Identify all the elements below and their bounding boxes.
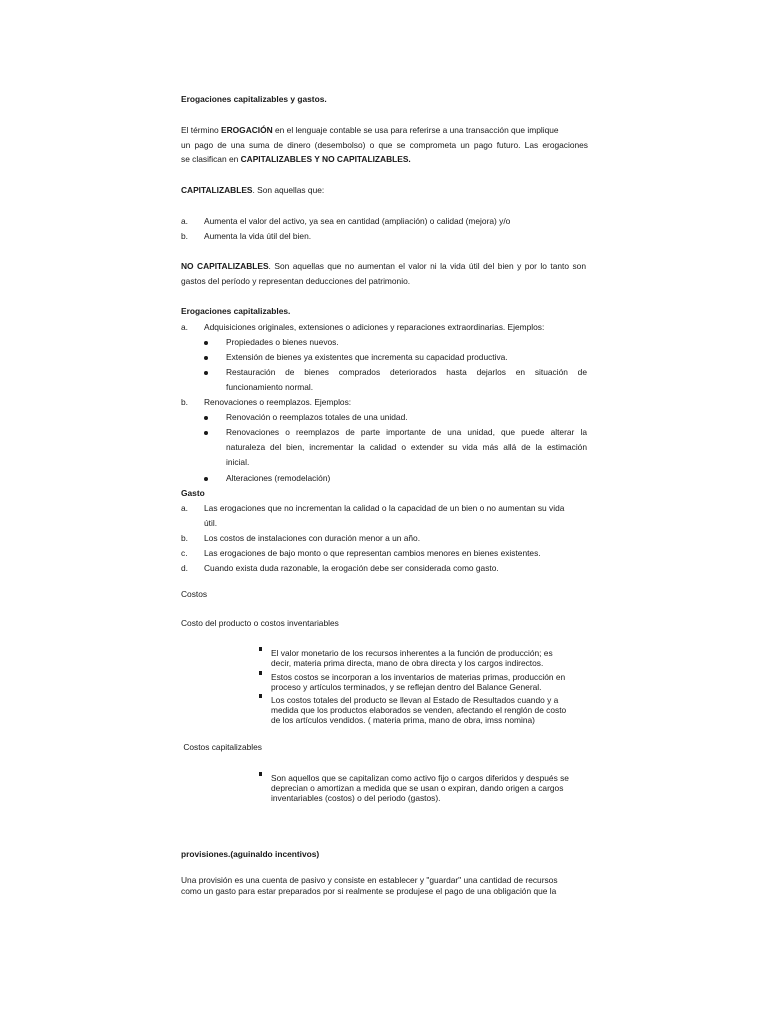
list-item: Aumenta el valor del activo, ya sea en cantidad (ampliación) o calidad (mejora) y/o (204, 216, 511, 226)
intro-text: en el lenguaje contable se usa para referirse a una transacción que implique (272, 125, 559, 135)
capitalizables-heading (181, 185, 324, 196)
bullet-item-continued: inicial. (226, 457, 250, 467)
list-marker: a. (181, 503, 188, 513)
list-marker: c. (181, 548, 188, 558)
capitalizables-text: . Son aquellas que: (252, 185, 325, 195)
bullet-item: Restauración de bienes comprados deteriorados hasta dejarlos en situación de (226, 367, 587, 377)
list-item-continued: útil. (204, 518, 218, 528)
list-marker: b. (181, 533, 188, 543)
list-item: Los costos de instalaciones con duración menor a un año. (204, 533, 421, 543)
list-marker: d. (181, 563, 188, 573)
square-bullet-icon (259, 694, 262, 698)
intro-line: un pago de una suma de dinero (desembolso) o que se comprometa un pago futuro. Las erogaciones (181, 140, 588, 150)
costo-bullet-line: El valor monetario de los recursos inherentes a la función de producción; es (271, 648, 553, 658)
no-capitalizables-line (181, 261, 586, 272)
bullet-item: Propiedades o bienes nuevos. (226, 337, 339, 347)
list-item: Aumenta la vida útil del bien. (204, 231, 312, 241)
costos-heading: Costos (181, 589, 208, 599)
capitalizables-label: CAPITALIZABLES (181, 185, 253, 195)
costos-cap-line: deprecian o amortizan a medida que se usan o expiran, dando origen a cargos (271, 783, 564, 793)
intro-classes: CAPITALIZABLES Y NO CAPITALIZABLES. (240, 154, 411, 164)
costos-cap-line: inventariables (costos) o del periodo (gastos). (271, 793, 441, 803)
square-bullet-icon (259, 647, 262, 651)
list-marker: a. (181, 322, 188, 332)
provisiones-title: provisiones.(aguinaldo incentivos) (181, 849, 320, 859)
list-marker: a. (181, 216, 188, 226)
costo-bullet-line: Los costos totales del producto se llevan al Estado de Resultados cuando y a (271, 695, 559, 705)
list-item: Las erogaciones de bajo monto o que representan cambios menores en bienes existentes. (204, 548, 541, 558)
bullet-dot-icon (204, 431, 208, 435)
section-title-erogaciones: Erogaciones capitalizables y gastos. (181, 94, 327, 104)
costos-capitalizables-heading: Costos capitalizables (181, 742, 262, 752)
no-capitalizables-text: . Son aquellas que no aumentan el valor ni la vida útil del bien y por lo tanto son (268, 261, 586, 271)
list-item: Las erogaciones que no incrementan la calidad o la capacidad de un bien o no aumentan su vida (204, 503, 565, 513)
bullet-dot-icon (204, 477, 208, 481)
provisiones-line: como un gasto para estar preparados por si realmente se produjese el pago de una obligación que la (181, 886, 557, 896)
list-item: Renovaciones o reemplazos. Ejemplos: (204, 397, 352, 407)
bullet-item: Renovación o reemplazos totales de una unidad. (226, 412, 408, 422)
costo-bullet-line: Estos costos se incorporan a los inventarios de materias primas, producción en (271, 672, 566, 682)
bullet-item: Extensión de bienes ya existentes que incrementa su capacidad productiva. (226, 352, 508, 362)
bullet-dot-icon (204, 341, 208, 345)
bullet-dot-icon (204, 416, 208, 420)
gasto-title: Gasto (181, 488, 205, 498)
bullet-item-continued: funcionamiento normal. (226, 382, 314, 392)
list-item: Cuando exista duda razonable, la erogación debe ser considerada como gasto. (204, 563, 499, 573)
costo-bullet-line: de los artículos vendidos. ( materia prima, mano de obra, imss nomina) (271, 715, 535, 725)
costos-cap-line: Son aquellos que se capitalizan como activo fijo o cargos diferidos y después se (271, 773, 569, 783)
erogaciones-capitalizables-title: Erogaciones capitalizables. (181, 306, 291, 316)
bullet-item: Alteraciones (remodelación) (226, 473, 331, 483)
costo-bullet-line: medida que los productos elaborados se venden, afectando el renglón de costo (271, 705, 567, 715)
costo-bullet-line: decir, materia prima directa, mano de obra directa y los cargos indirectos. (271, 658, 544, 668)
list-marker: b. (181, 397, 188, 407)
provisiones-line: Una provisión es una cuenta de pasivo y consiste en establecer y "guardar" una cantidad de recursos (181, 875, 558, 885)
bullet-dot-icon (204, 356, 208, 360)
no-capitalizables-label: NO CAPITALIZABLES (181, 261, 269, 271)
intro-text: se clasifican en (181, 154, 241, 164)
bullet-item: Renovaciones o reemplazos de parte importante de una unidad, que puede alterar la (226, 427, 587, 437)
list-item: Adquisiciones originales, extensiones o adiciones y reparaciones extraordinarias. Ejemplos: (204, 322, 545, 332)
square-bullet-icon (259, 671, 262, 675)
bullet-dot-icon (204, 371, 208, 375)
list-marker: b. (181, 231, 188, 241)
intro-term: EROGACIÓN (221, 125, 273, 135)
square-bullet-icon (259, 772, 262, 776)
intro-text: El término (181, 125, 222, 135)
costo-producto-heading: Costo del producto o costos inventariables (181, 618, 339, 628)
costo-bullet-line: proceso y artículos terminados, y se reflejan dentro del Balance General. (271, 682, 542, 692)
bullet-item-continued: naturaleza del bien, incrementar la calidad o extender su vida más allá de la estimación (226, 442, 587, 452)
no-capitalizables-line: gastos del período y representan deducciones del patrimonio. (181, 276, 411, 286)
